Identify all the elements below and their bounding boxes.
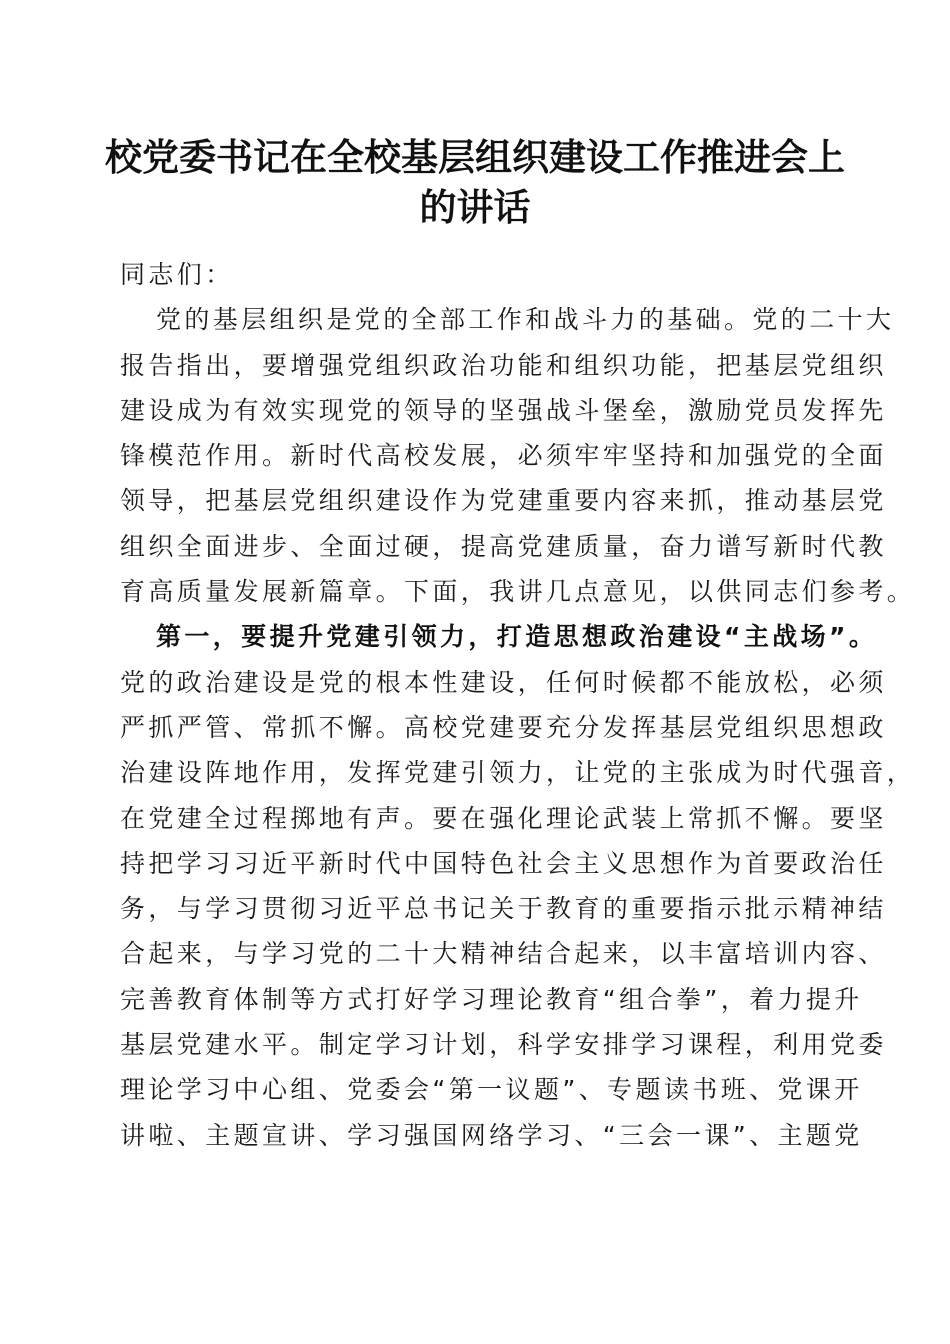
paragraph-2-line-6: 务，与学习贯彻习近平总书记关于教育的重要指示批示精神结	[120, 894, 887, 924]
paragraph-2-line-9: 基层党建水平。制定学习计划，科学安排学习课程，利用党委	[120, 1030, 887, 1060]
paragraph-2-line-11: 讲啦、主题宣讲、学习强国网络学习、“三会一课”、主题党	[120, 1120, 863, 1150]
section-1-heading: 第一，要提升党建引领力，打造思想政治建设“主战场”。	[156, 622, 878, 652]
paragraph-1-line-4: 锋模范作用。新时代高校发展，必须牢牢坚持和加强党的全面	[120, 441, 887, 471]
paragraph-2-line-5: 持把学习习近平新时代中国特色社会主义思想作为首要政治任	[120, 848, 887, 878]
paragraph-2-line-3: 治建设阵地作用，发挥党建引领力，让党的主张成为时代强音，	[120, 758, 916, 788]
title-line-1: 校党委书记在全校基层组织建设工作推进会上	[105, 135, 845, 179]
paragraph-2-line-4: 在党建全过程掷地有声。要在强化理论武装上常抓不懈。要坚	[120, 803, 887, 833]
salutation: 同志们：	[120, 260, 234, 289]
paragraph-1-line-3: 建设成为有效实现党的领导的坚强战斗堡垒，激励党员发挥先	[120, 395, 887, 425]
paragraph-2-line-10: 理论学习中心组、党委会“第一议题”、专题读书班、党课开	[120, 1075, 863, 1105]
paragraph-2-line-1: 党的政治建设是党的根本性建设，任何时候都不能放松，必须	[120, 667, 887, 697]
paragraph-2-line-8: 完善教育体制等方式打好学习理论教育“组合拳”，着力提升	[120, 984, 863, 1014]
paragraph-1-line-7: 育高质量发展新篇章。下面，我讲几点意见，以供同志们参考。	[120, 577, 916, 607]
paragraph-1-line-5: 领导，把基层党组织建设作为党建重要内容来抓，推动基层党	[120, 486, 887, 516]
paragraph-2	[120, 660, 916, 1158]
paragraph-2-line-7: 合起来，与学习党的二十大精神结合起来，以丰富培训内容、	[120, 939, 887, 969]
paragraph-1-line-1: 党的基层组织是党的全部工作和战斗力的基础。党的二十大	[156, 305, 895, 335]
title-line-2: 的讲话	[419, 185, 531, 229]
paragraph-2-line-2: 严抓严管、常抓不懈。高校党建要充分发挥基层党组织思想政	[120, 712, 887, 742]
document-body	[120, 252, 916, 1158]
document-title	[100, 132, 850, 232]
paragraph-1-line-2: 报告指出，要增强党组织政治功能和组织功能，把基层党组织	[120, 350, 887, 380]
paragraph-1-line-6: 组织全面进步、全面过硬，提高党建质量，奋力谱写新时代教	[120, 531, 887, 561]
paragraph-1	[120, 297, 916, 614]
